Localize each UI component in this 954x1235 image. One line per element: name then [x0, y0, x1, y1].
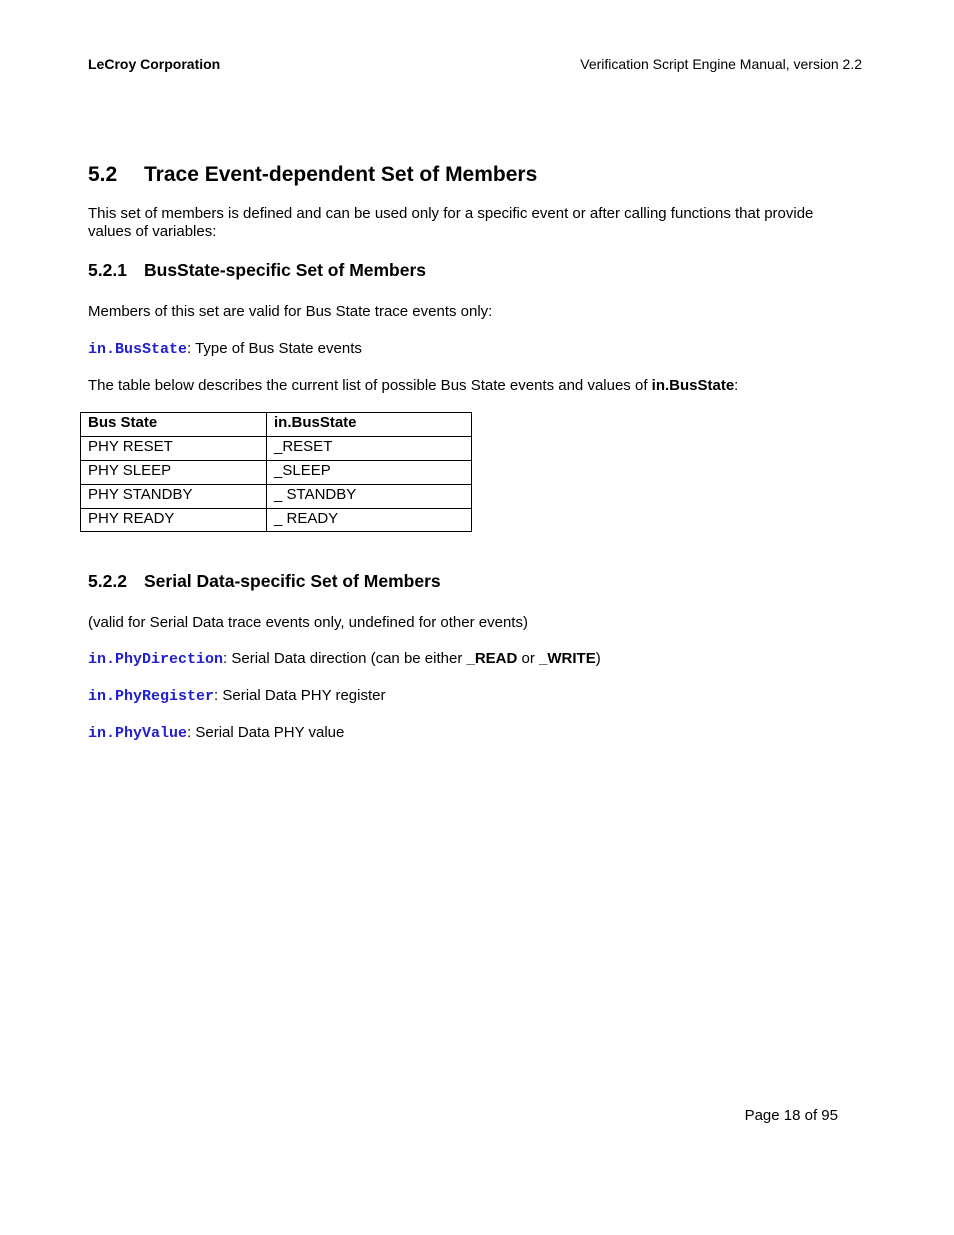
phyregister-member	[88, 687, 858, 706]
subsection-1-number: 5.2.1	[88, 260, 127, 280]
subsection-1-title: BusState-specific Set of Members	[144, 260, 427, 280]
or-text: or	[517, 650, 540, 667]
table-row	[81, 461, 472, 485]
table-header-row	[81, 413, 472, 437]
phyvalue-desc: : Serial Data PHY value	[187, 724, 345, 741]
phydirection-desc: : Serial Data direction (can be either	[223, 650, 467, 667]
table-header-cell: in.BusState	[267, 413, 472, 437]
table-header-cell: Bus State	[81, 413, 267, 437]
busstate-member	[88, 340, 858, 359]
phyregister-desc: : Serial Data PHY register	[214, 687, 386, 704]
phyvalue-code: in.PhyValue	[88, 725, 188, 742]
table-row	[81, 509, 472, 532]
close-paren: )	[595, 650, 601, 667]
phyvalue-member	[88, 724, 858, 743]
table-cell: _ STANDBY	[267, 485, 472, 509]
table-cell: PHY STANDBY	[81, 485, 267, 509]
section-heading	[88, 162, 537, 188]
phydirection-member	[88, 650, 858, 669]
table-cell: PHY RESET	[81, 437, 267, 461]
table-row	[81, 485, 472, 509]
table-cell: PHY SLEEP	[81, 461, 267, 485]
page-number: Page 18 of 95	[744, 1107, 838, 1124]
section-number: 5.2	[88, 163, 118, 186]
subsection-2-number: 5.2.2	[88, 571, 127, 591]
table-intro-bold: in.BusState	[651, 377, 735, 394]
subsection-2-title: Serial Data-specific Set of Members	[144, 571, 441, 591]
header-manual-title: Verification Script Engine Manual, version 2.2	[580, 56, 862, 72]
subsection-1-intro: Members of this set are valid for Bus State trace events only:	[88, 303, 493, 320]
table-intro-text: The table below describes the current list of possible Bus State events and values of	[88, 377, 652, 394]
write-value: _WRITE	[539, 650, 596, 667]
subsection-2-heading	[88, 570, 441, 592]
read-value: _READ	[466, 650, 518, 667]
section-intro: This set of members is defined and can be used only for a specific event or after calling functions that provide values of variables:	[88, 205, 814, 240]
header-company: LeCroy Corporation	[88, 56, 221, 72]
phydirection-code: in.PhyDirection	[88, 651, 224, 668]
table-row	[81, 437, 472, 461]
table-cell: _ READY	[267, 509, 472, 532]
subsection-2-intro: (valid for Serial Data trace events only, undefined for other events)	[88, 614, 528, 631]
table-intro-colon: :	[734, 377, 739, 394]
busstate-desc: : Type of Bus State events	[187, 340, 362, 357]
table-cell: _SLEEP	[267, 461, 472, 485]
busstate-table	[80, 412, 472, 532]
table-cell: _RESET	[267, 437, 472, 461]
busstate-code: in.BusState	[88, 341, 188, 358]
section-title: Trace Event-dependent Set of Members	[144, 163, 538, 186]
subsection-1-heading	[88, 259, 426, 281]
phyregister-code: in.PhyRegister	[88, 688, 215, 705]
table-cell: PHY READY	[81, 509, 267, 532]
table-intro	[88, 377, 858, 395]
